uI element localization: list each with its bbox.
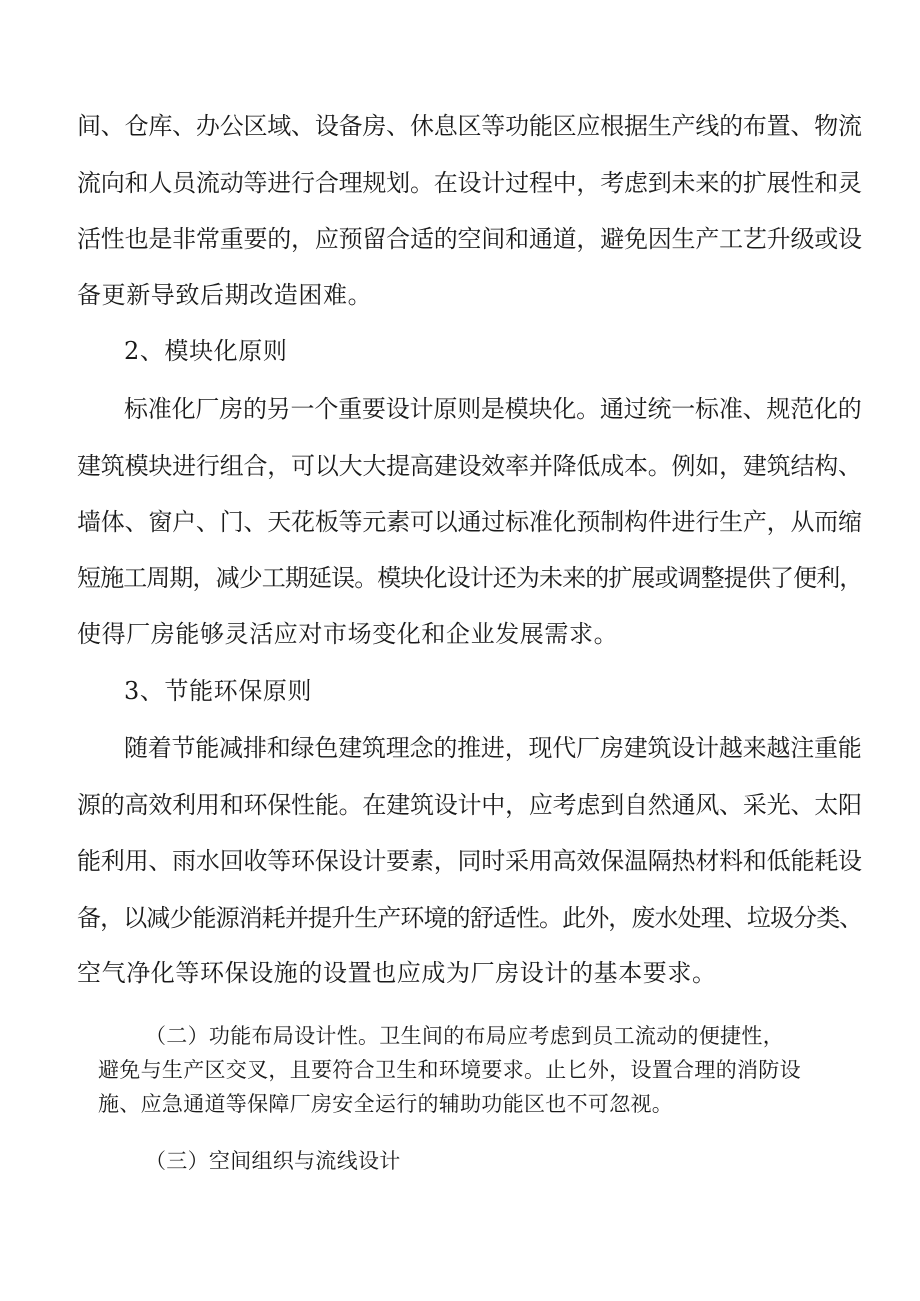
intro-line-2: 流向和人员流动等进行合理规划。在设计过程中，考虑到未来的扩展性和灵	[77, 169, 862, 197]
intro-line-3: 活性也是非常重要的，应预留合适的空间和通道，避免因生产工艺升级或设	[77, 225, 862, 253]
section-2-line-3: 墙体、窗户、门、天花板等元素可以通过标准化预制构件进行生产，从而缩	[77, 508, 862, 536]
section-3-heading: 3、节能环保原则	[124, 677, 313, 705]
section-3-line-1: 随着节能减排和绿色建筑理念的推进，现代厂房建筑设计越来越注重能	[124, 734, 862, 762]
section-2-line-4: 短施工周期，减少工期延误。模块化设计还为未来的扩展或调整提供了便利，	[77, 564, 863, 592]
section-3-line-4: 备，以减少能源消耗并提升生产环境的舒适性。此外，废水处理、垃圾分类、	[77, 904, 863, 932]
section-3-line-3: 能利用、雨水回收等环保设计要素，同时采用高效保温隔热材料和低能耗设	[77, 847, 862, 875]
part-2-line-2: 避免与生产区交叉，且要符合卫生和环境要求。止匕外，设置合理的消防设	[98, 1058, 801, 1082]
section-3-line-2: 源的高效利用和环保性能。在建筑设计中，应考虑到自然通风、采光、太阳	[77, 791, 862, 819]
section-2-line-1: 标准化厂房的另一个重要设计原则是模块化。通过统一标准、规范化的	[124, 395, 862, 423]
section-2-line-2: 建筑模块进行组合，可以大大提高建设效率并降低成本。例如，建筑结构、	[77, 452, 862, 480]
intro-line-4: 备更新导致后期改造困难。	[77, 281, 373, 309]
section-2-line-5: 使得厂房能够灵活应对市场变化和企业发展需求。	[77, 620, 619, 648]
intro-line-1: 间、仓库、办公区域、设备房、休息区等功能区应根据生产线的布置、物流	[77, 112, 862, 140]
part-2-line-3: 施、应急通道等保障厂房安全运行的辅助功能区也不可忽视。	[98, 1092, 674, 1116]
section-3-line-5: 空气净化等环保设施的设置也应成为厂房设计的基本要求。	[77, 959, 717, 987]
part-3-heading: （三）空间组织与流线设计	[145, 1149, 401, 1173]
section-2-heading: 2、模块化原则	[124, 337, 288, 365]
part-2-line-1: （二）功能布局设计性。卫生间的布局应考虑到员工流动的便捷性，	[145, 1024, 784, 1048]
